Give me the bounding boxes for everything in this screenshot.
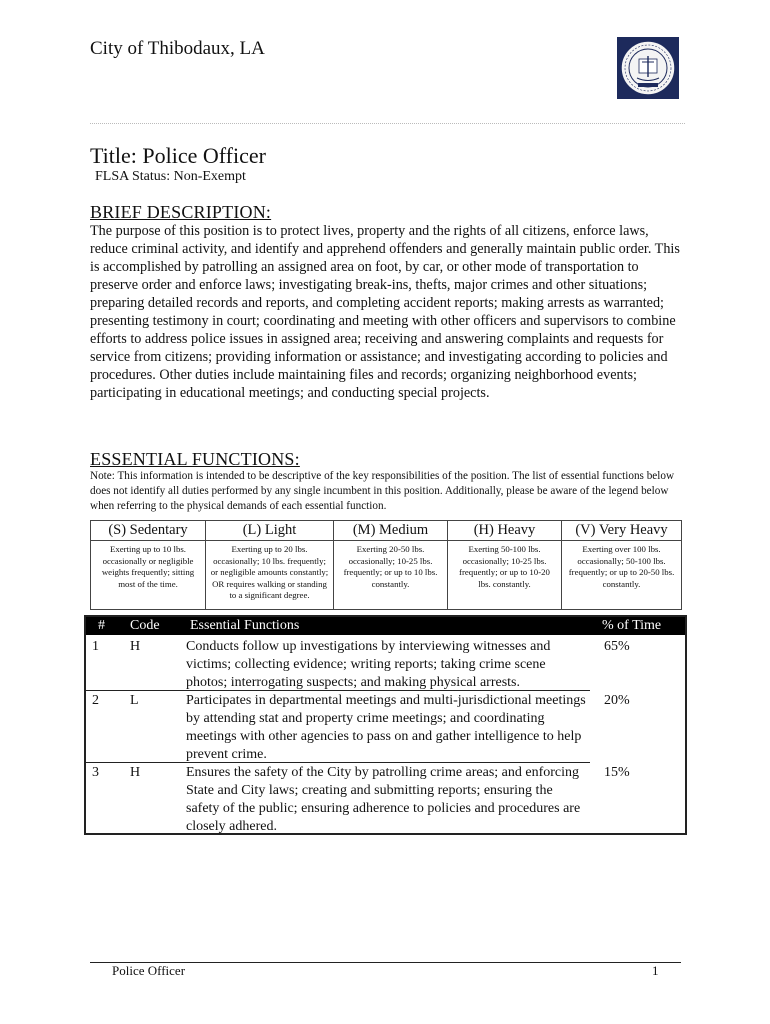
row-divider: [86, 690, 590, 691]
row-percent: 20%: [604, 693, 630, 708]
legend-label: (V) Very Heavy: [562, 521, 681, 541]
legend-light: [205, 521, 333, 609]
essential-functions-note: Note: This information is intended to be descriptive of the key responsibilities of the position. The list of essential functions below does not identify all duties performed by any single incumbent in this position. Additionally, please be aware of the legend below when referring to the physical demands of each essential function.: [90, 470, 675, 512]
row-code: L: [130, 693, 139, 708]
table-header: [86, 617, 685, 635]
row-description: Ensures the safety of the City by patrolling crime areas; and enforcing State and City laws; creating and submitting reports; ensuring the safety of the public; ensuring adherence to policies and procedures are closely adhered.: [186, 765, 581, 834]
row-code: H: [130, 639, 141, 654]
header-code: Code: [130, 618, 160, 633]
legend-very-heavy: [561, 521, 681, 609]
legend-description: Exerting 20-50 lbs. occasionally; 10-25 lbs. frequently; or up to 10 lbs. constantly.: [343, 544, 438, 589]
row-number: 2: [92, 693, 99, 708]
job-title: Title: Police Officer: [90, 143, 266, 168]
header-percent-time: % of Time: [602, 618, 662, 633]
row-description: Conducts follow up investigations by interviewing witnesses and victims; collecting evidence; writing reports; taking crime scene photos; interrogating suspects; and making physical arrests.: [186, 639, 551, 690]
row-code: H: [130, 765, 141, 780]
footer-title: Police Officer: [112, 963, 186, 978]
row-number: 3: [92, 765, 99, 780]
row-percent: 15%: [604, 765, 630, 780]
legend-label: (S) Sedentary: [91, 521, 205, 541]
essential-functions-heading: ESSENTIAL FUNCTIONS:: [90, 449, 300, 469]
legend-description: Exerting up to 20 lbs. occasionally; 10 lbs. frequently; or negligible amounts constantly; OR requires walking or standing to a significant degree.: [210, 544, 329, 600]
legend-description: Exerting up to 10 lbs. occasionally or negligible weights frequently; sitting most of the time.: [101, 544, 195, 589]
legend-label: (H) Heavy: [448, 521, 561, 541]
brief-description-heading: BRIEF DESCRIPTION:: [90, 202, 272, 222]
page-number: 1: [652, 963, 659, 978]
city-name: City of Thibodaux, LA: [90, 38, 265, 59]
flsa-status: FLSA Status: Non-Exempt: [95, 169, 246, 184]
header-essential-functions: Essential Functions: [190, 618, 300, 633]
row-divider: [86, 762, 590, 763]
brief-description-text: The purpose of this position is to protect lives, property and the rights of all citizens, enforce laws, reduce criminal activity, and identify and apprehend offenders and generally maintain public order. This is accomplished by patrolling an assigned area on foot, by car, or other mode of transportation to preserve order and enforce laws; investigating break-ins, thefts, major crimes and other situations; preparing detailed records and reports, and completing accident reports; making arrests as warranted; presenting testimony in court; coordinating and meeting with other officers and supervisors to combine efforts to address police issues in assigned area; receiving and answering complaints and requests for service from citizens; providing information or assistance; and investigating according to policies and procedures. Other duties include maintaining files and records; organizing neighborhood events; participating in educational meetings; and conducting special projects.: [90, 223, 680, 401]
legend-label: (L) Light: [206, 521, 333, 541]
header-divider: [90, 123, 685, 124]
legend-sedentary: [91, 521, 205, 609]
legend-description: Exerting over 100 lbs. occasionally; 50-100 lbs. frequently; or up to 20-50 lbs. constantly.: [568, 544, 675, 589]
row-description: Participates in departmental meetings and multi-jurisdictional meetings by attending stat and property crime meetings; and coordinating meetings with other agencies to pass on and gather intelligence to help prevent crime.: [186, 693, 586, 762]
physical-demands-legend: [90, 520, 682, 610]
legend-label: (M) Medium: [334, 521, 447, 541]
essential-functions-table: [84, 615, 687, 835]
city-seal-logo: [617, 37, 679, 99]
legend-medium: [333, 521, 447, 609]
legend-description: Exerting 50-100 lbs. occasionally; 10-25 lbs. frequently; or up to 10-20 lbs. constantly.: [459, 544, 550, 589]
header-number: #: [98, 618, 105, 633]
row-percent: 65%: [604, 639, 630, 654]
row-number: 1: [92, 639, 99, 654]
legend-heavy: [447, 521, 561, 609]
